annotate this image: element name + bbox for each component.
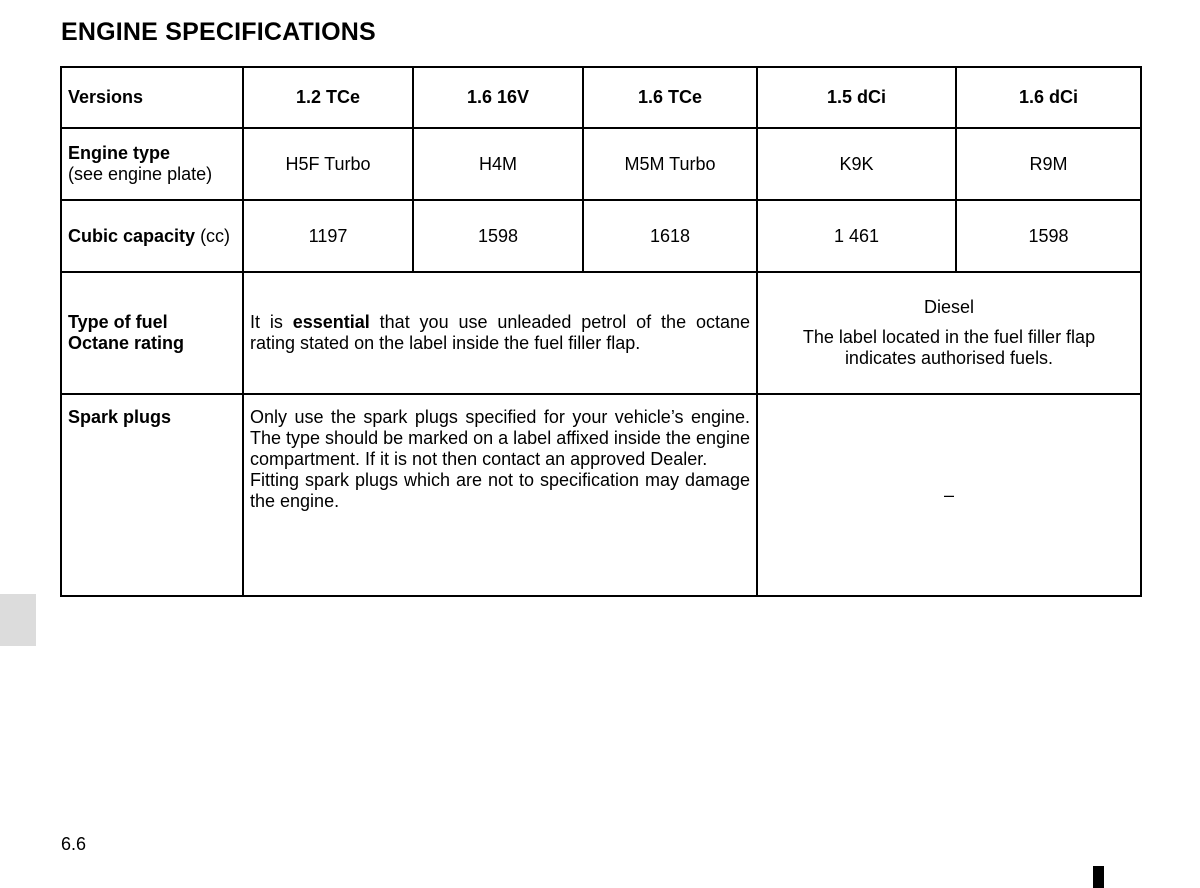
- cubic-capacity-unit: (cc): [200, 225, 231, 246]
- engine-type-label-cell: [61, 128, 243, 200]
- spark-plugs-petrol-cell: [243, 394, 757, 596]
- fuel-type-label: Type of fuel: [68, 312, 168, 332]
- corner-marker: [1093, 866, 1104, 888]
- table-row-engine-type: [61, 128, 1141, 200]
- version-1-6-tce: 1.6 TCe: [583, 67, 757, 128]
- petrol-fuel-text-before: It is: [250, 312, 293, 332]
- page-title: ENGINE SPECIFICATIONS: [61, 18, 376, 46]
- spark-plugs-diesel-text: –: [757, 394, 1141, 596]
- version-1-2-tce: 1.2 TCe: [243, 67, 413, 128]
- engine-type-value: H5F Turbo: [243, 128, 413, 200]
- spark-plugs-petrol-text-2: Fitting spark plugs which are not to specification may damage the engine.: [250, 470, 750, 511]
- table-row-spark-plugs: [61, 394, 1141, 596]
- octane-rating-label: Octane rating: [68, 333, 185, 353]
- table-row-versions: [61, 67, 1141, 128]
- table-row-cubic-capacity: [61, 200, 1141, 272]
- engine-type-value: R9M: [956, 128, 1141, 200]
- versions-label: Versions: [61, 67, 243, 128]
- engine-type-value: K9K: [757, 128, 956, 200]
- cubic-capacity-value: 1 461: [757, 200, 956, 272]
- engine-type-label: Engine type: [68, 143, 171, 163]
- table-row-fuel: [61, 272, 1141, 394]
- diesel-fuel-cell: [757, 272, 1141, 394]
- diesel-title: Diesel: [923, 297, 975, 317]
- cubic-capacity-label: Cubic capacity: [68, 225, 196, 246]
- spark-plugs-label: Spark plugs: [61, 394, 243, 596]
- engine-type-value: M5M Turbo: [583, 128, 757, 200]
- version-1-5-dci: 1.5 dCi: [757, 67, 956, 128]
- diesel-fuel-text: The label located in the fuel filler flap indicates authorised fuels.: [802, 327, 1096, 368]
- engine-type-value: H4M: [413, 128, 583, 200]
- cubic-capacity-value: 1197: [243, 200, 413, 272]
- spark-plugs-petrol-text-1: Only use the spark plugs specified for your vehicle’s engine. The type should be marked on a label affixed inside the engine compartment. If it is not then contact an approved Dealer.: [250, 407, 751, 469]
- fuel-label-cell: [61, 272, 243, 394]
- version-1-6-dci: 1.6 dCi: [956, 67, 1141, 128]
- cubic-capacity-label-cell: [61, 200, 243, 272]
- petrol-fuel-text: [243, 272, 757, 394]
- cubic-capacity-value: 1598: [413, 200, 583, 272]
- cubic-capacity-value: 1618: [583, 200, 757, 272]
- page-number: 6.6: [61, 834, 87, 854]
- cubic-capacity-value: 1598: [956, 200, 1141, 272]
- petrol-fuel-emphasis: essential: [292, 312, 370, 332]
- chapter-side-tab: [0, 594, 36, 646]
- engine-specifications-table: [60, 66, 1142, 597]
- version-1-6-16v: 1.6 16V: [413, 67, 583, 128]
- petrol-fuel-text-after: that you use unleaded petrol of the octane rating stated on the label inside the fuel filler flap.: [250, 312, 750, 353]
- engine-type-sublabel: (see engine plate): [68, 164, 213, 184]
